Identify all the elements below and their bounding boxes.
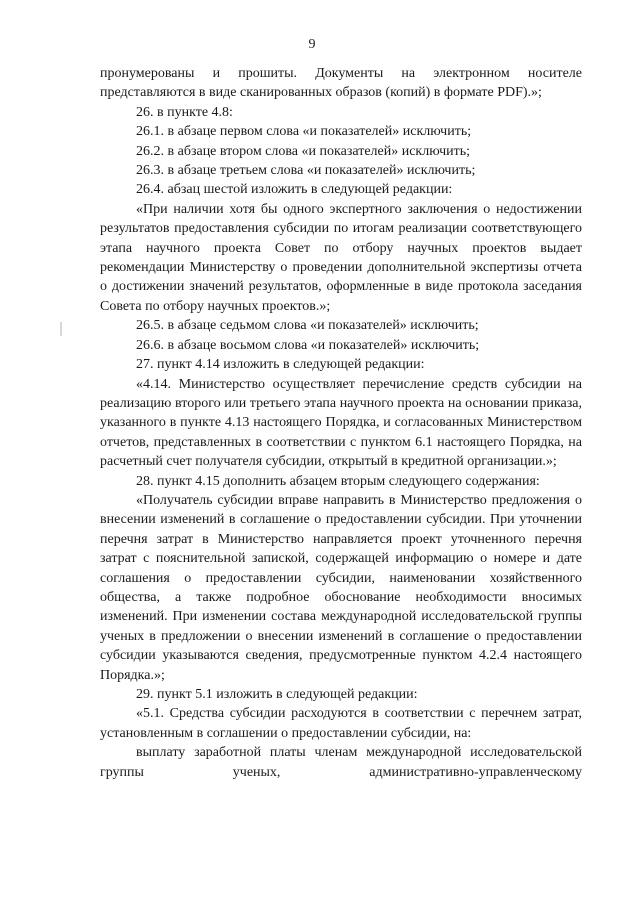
scan-margin-mark [60, 322, 62, 336]
paragraph: 26.6. в абзаце восьмом слова «и показателей» исключить; [136, 337, 480, 353]
paragraph: «5.1. Средства субсидии расходуются в соответствии с перечнем затрат, установленным в соглашении о предоставлении субсидии, на: [100, 706, 582, 741]
paragraph: «4.14. Министерство осуществляет перечисление средств субсидии на реализацию второго или третьего этапа научного проекта на основании приказа, указанного в пункте 4.13 настоящего Порядка, и согласованных Министерством отчетов, представленных в соответствии с пунктом 6.1 настоящего Порядка, на расчетный счет получателя субсидии, открытый в кредитной организации.»; [100, 376, 582, 470]
paragraph: 26.1. в абзаце первом слова «и показателей» исключить; [136, 124, 472, 140]
paragraph: 26.4. абзац шестой изложить в следующей редакции: [136, 182, 453, 198]
paragraph: 26.5. в абзаце седьмом слова «и показателей» исключить; [136, 318, 479, 334]
paragraph: «При наличии хотя бы одного экспертного заключения о недостижении результатов предоставления субсидии по итогам реализации соответствующего этапа научного проекта Совет по отбору научных проектов выдает рекомендации Министерству о проведении дополнительной экспертизы отчета о достижении значений результатов, оформленные в виде протокола заседания Совета по отбору научных проектов.»; [100, 201, 582, 314]
page-number: 9 [308, 37, 316, 52]
paragraph: 26.3. в абзаце третьем слова «и показателей» исключить; [136, 163, 476, 179]
paragraph: 29. пункт 5.1 изложить в следующей редакции: [136, 687, 418, 702]
paragraph: выплату заработной платы членам международной исследовательской группы ученых, административно-управленческому [100, 745, 582, 780]
document-body [100, 64, 582, 782]
paragraph: пронумерованы и прошиты. Документы на электронном носителе представляются в виде сканированных образов (копий) в формате PDF).»; [100, 66, 582, 101]
paragraph: 27. пункт 4.14 изложить в следующей редакции: [136, 357, 425, 373]
paragraph: 26.2. в абзаце втором слова «и показателей» исключить; [136, 143, 471, 159]
paragraph: 26. в пункте 4.8: [136, 104, 233, 120]
paragraph: 28. пункт 4.15 дополнить абзацем вторым следующего содержания: [136, 473, 540, 489]
paragraph: «Получатель субсидии вправе направить в Министерство предложения о внесении изменений в соглашение о предоставлении субсидии. При уточнении перечня затрат в Министерство направляется проект уточненного перечня затрат с пояснительной запиской, содержащей информацию о номере и дате соглашения о предоставлении субсидии, наименовании хозяйственного общества, а также подробное обоснование необходимости вносимых изменений. При изменении состава международной исследовательской группы ученых в предложении о внесении изменений в соглашение о предоставлении субсидии указываются сведения, предусмотренные пунктом 4.2.4 настоящего Порядка.»; [100, 492, 582, 683]
